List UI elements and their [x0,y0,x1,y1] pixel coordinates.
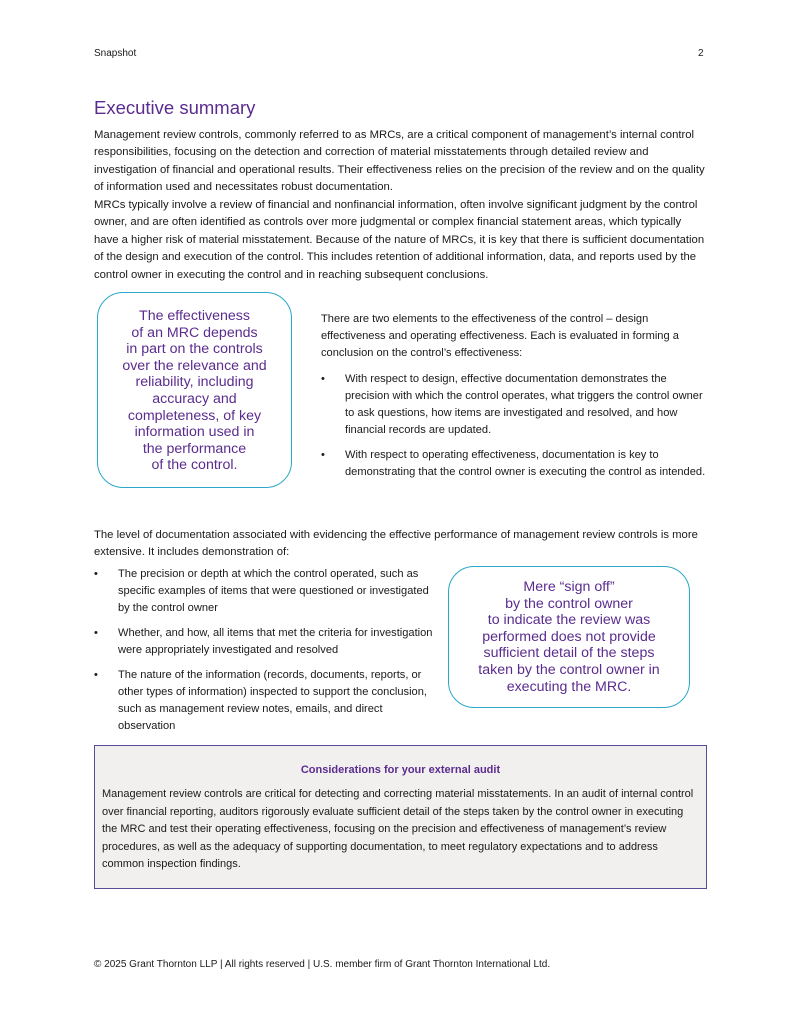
callout-line: The effectiveness [139,308,250,324]
considerations-heading: Considerations for your external audit [300,764,501,776]
callout-line: sufficient detail of the steps [483,645,655,662]
callout-line: of the control. [151,457,238,474]
callout-line: Mere “sign off” [523,579,615,595]
effectiveness-intro: There are two elements to the effectiveness of the control – design effectiveness and operating effectiveness. Each is evaluated in forming a conclusion on the control’s effectiveness: [321,313,679,359]
list-item: • The nature of the information (records, documents, reports, or other types of information) inspected to support the conclusion, such as management review notes, emails, and direct observation [94,667,439,735]
documentation-intro: The level of documentation associated with evidencing the effective performance of management review controls is more extensive. It includes demonstration of: [94,529,698,559]
documentation-section [94,566,439,743]
intro-paragraph-1: Management review controls, commonly referred to as MRCs, are a critical component of management’s internal control responsibilities, focusing on the detection and correction of material misstatements through detailed review and investigation of financial and operational results. Their effectiveness relies on the precision of the review and on the quality of information used and necessitates robust documentation. [94,129,705,194]
footer-copyright: © 2025 Grant Thornton LLP | All rights reserved | U.S. member firm of Grant Thornton International Ltd. [94,959,551,970]
callout-line: completeness, of key [127,407,262,424]
callout-line: the performance [142,440,247,457]
callout-line: taken by the control owner in [478,661,660,678]
callout-line: accuracy and [152,390,237,407]
list-item: • The precision or depth at which the control operated, such as specific examples of items that were questioned or investigated by the control owner [94,566,439,617]
page-title: Executive summary [94,97,256,118]
callout-line: of an MRC depends [131,324,258,341]
page-number: 2 [698,48,704,59]
callout-sign-off [448,566,690,708]
list-item: • With respect to operating effectiveness, documentation is key to demonstrating that the control owner is executing the control as intended. [321,447,706,481]
considerations-box [94,745,707,889]
callout-line: executing the MRC. [506,678,632,695]
list-item: • Whether, and how, all items that met the criteria for investigation were appropriately investigated and resolved [94,625,439,659]
callout-line: to indicate the review was [487,612,651,629]
intro-paragraph-2: MRCs typically involve a review of financial and nonfinancial information, often involve significant judgment by the control owner, and are often identified as controls over more judgmental or complex financial statement areas, which typically have a higher risk of material misstatement. Because of the nature of MRCs, it is key that there is sufficient documentation of the design and execution of the control. This includes retention of additional information, data, and reports used by the control owner in executing the control and in reaching subsequent conclusions. [94,199,705,281]
callout-line: by the control owner [505,595,633,612]
documentation-bullet-list [94,566,439,735]
effectiveness-elements-section [321,311,706,489]
list-item: • With respect to design, effective documentation demonstrates the precision with which the control operates, what triggers the control owner to ask questions, how items are investigated and resolved, and how financial records are updated. [321,371,706,439]
callout-mrc-effectiveness [97,292,292,488]
callout-line: performed does not provide [482,628,656,645]
callout-line: information used in [134,424,255,441]
callout-line: in part on the controls [126,341,263,358]
considerations-body: Management review controls are critical for detecting and correcting material misstatements. In an audit of internal control over financial reporting, auditors rigorously evaluate sufficient detail of the steps taken by the control owner in executing the MRC and test their operating effectiveness, focusing on the precision and effectiveness of management’s review procedures, as well as the adequacy of supporting documentation, to meet regulatory expectations and to address common inspection findings. [102,788,694,871]
callout-line: over the relevance and [122,357,267,374]
callout-line: reliability, including [135,374,254,391]
running-header-section: Snapshot [94,48,137,59]
effectiveness-bullet-list [321,371,706,481]
